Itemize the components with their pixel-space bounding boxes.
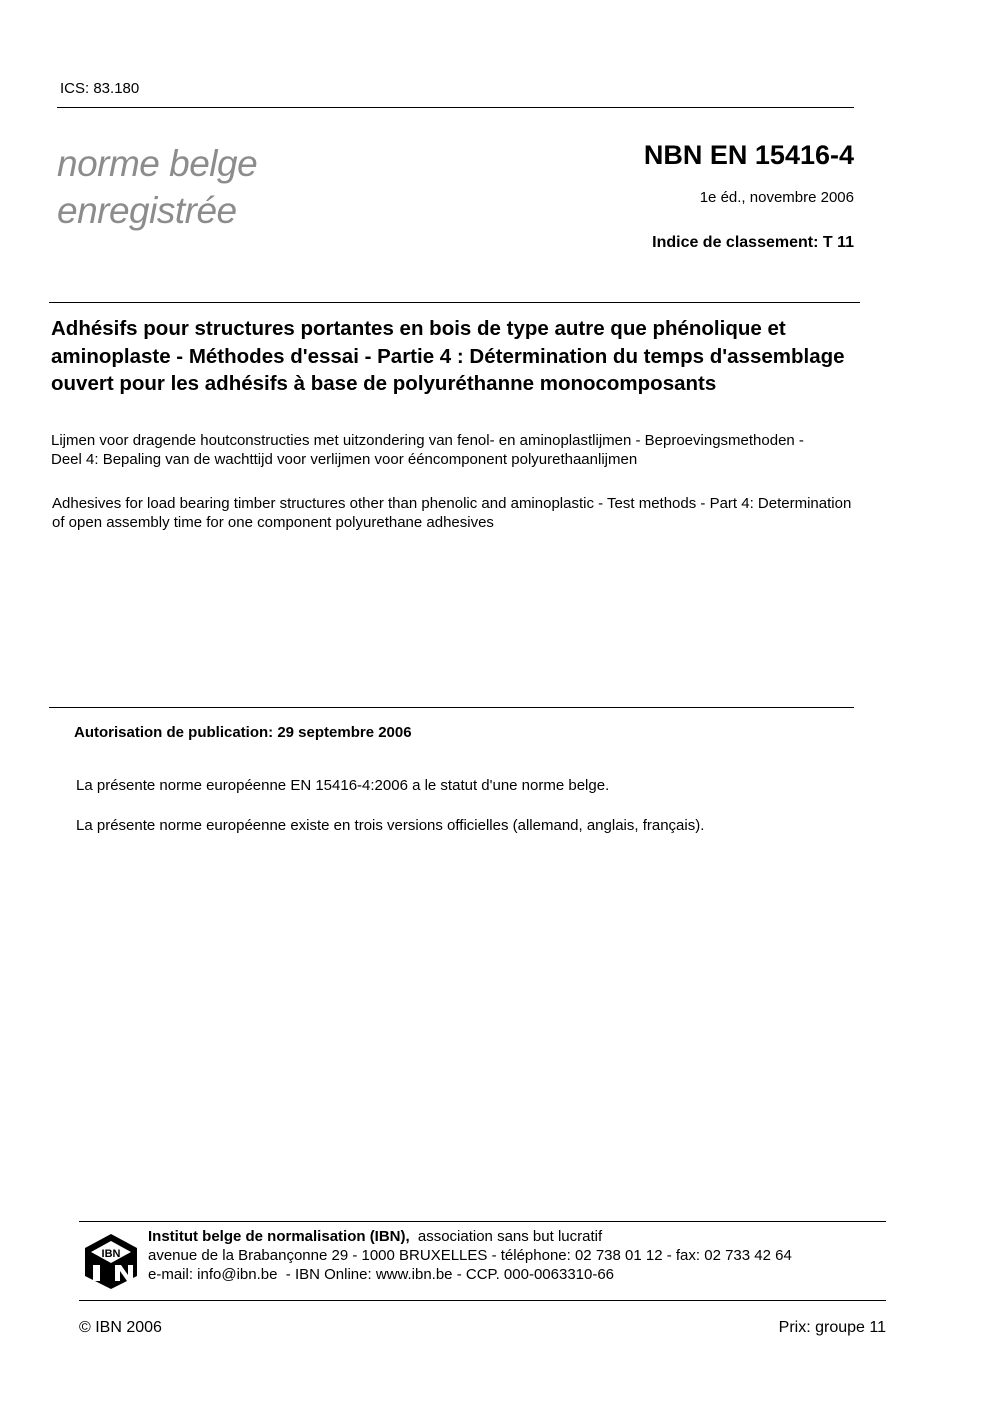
organisation-contact: e-mail: info@ibn.be - IBN Online: www.ibn.be - CCP. 000-0063310-66 xyxy=(148,1266,615,1283)
organisation-line xyxy=(148,1227,792,1246)
title-french: Adhésifs pour structures portantes en bois de type autre que phénolique et aminoplaste - Méthodes d'essai - Partie 4 : Détermination du temps d'assemblage ouvert pour les adhésifs à base de polyuréthanne monocomposants xyxy=(51,317,845,395)
edition-date: 1e éd., novembre 2006 xyxy=(699,189,854,206)
organisation-name: Institut belge de normalisation (IBN), xyxy=(148,1228,410,1245)
ics-code: ICS: 83.180 xyxy=(60,80,140,97)
title-english: Adhesives for load bearing timber structures other than phenolic and aminoplastic - Test methods - Part 4: Determination of open assembly time for one component polyurethane adhesives xyxy=(52,495,852,531)
norme-label-line1: norme belge xyxy=(57,143,258,184)
authorisation-divider xyxy=(49,707,854,708)
standard-number: NBN EN 15416-4 xyxy=(643,140,854,170)
top-divider xyxy=(57,107,854,108)
versions-statement: La présente norme européenne existe en trois versions officielles (allemand, anglais, français). xyxy=(76,817,705,834)
footer-top-divider xyxy=(79,1221,886,1222)
title-divider xyxy=(49,302,860,303)
organisation-type: association sans but lucratif xyxy=(417,1228,603,1245)
organisation-info xyxy=(148,1227,792,1284)
norme-label-line2: enregistrée xyxy=(57,190,237,231)
publication-authorisation: Autorisation de publication: 29 septembre 2006 xyxy=(74,724,412,741)
price-group: Prix: groupe 11 xyxy=(778,1319,886,1336)
ibn-logo-icon xyxy=(82,1232,140,1290)
footer-bottom-divider xyxy=(79,1300,886,1301)
copyright: © IBN 2006 xyxy=(79,1319,162,1336)
title-dutch: Lijmen voor dragende houtconstructies met uitzondering van fenol- en aminoplastlijmen - Beproevingsmethoden - Deel 4: Bepaling van de wachttijd voor verlijmen voor ééncomponent polyurethaanlijmen xyxy=(51,432,804,468)
organisation-address: avenue de la Brabançonne 29 - 1000 BRUXELLES - téléphone: 02 738 01 12 - fax: 02 733 42 64 xyxy=(148,1247,792,1264)
logo-letter-b: IBN xyxy=(101,1248,121,1260)
status-statement: La présente norme européenne EN 15416-4:2006 a le statut d'une norme belge. xyxy=(76,777,610,794)
classification-index: Indice de classement: T 11 xyxy=(652,234,854,251)
